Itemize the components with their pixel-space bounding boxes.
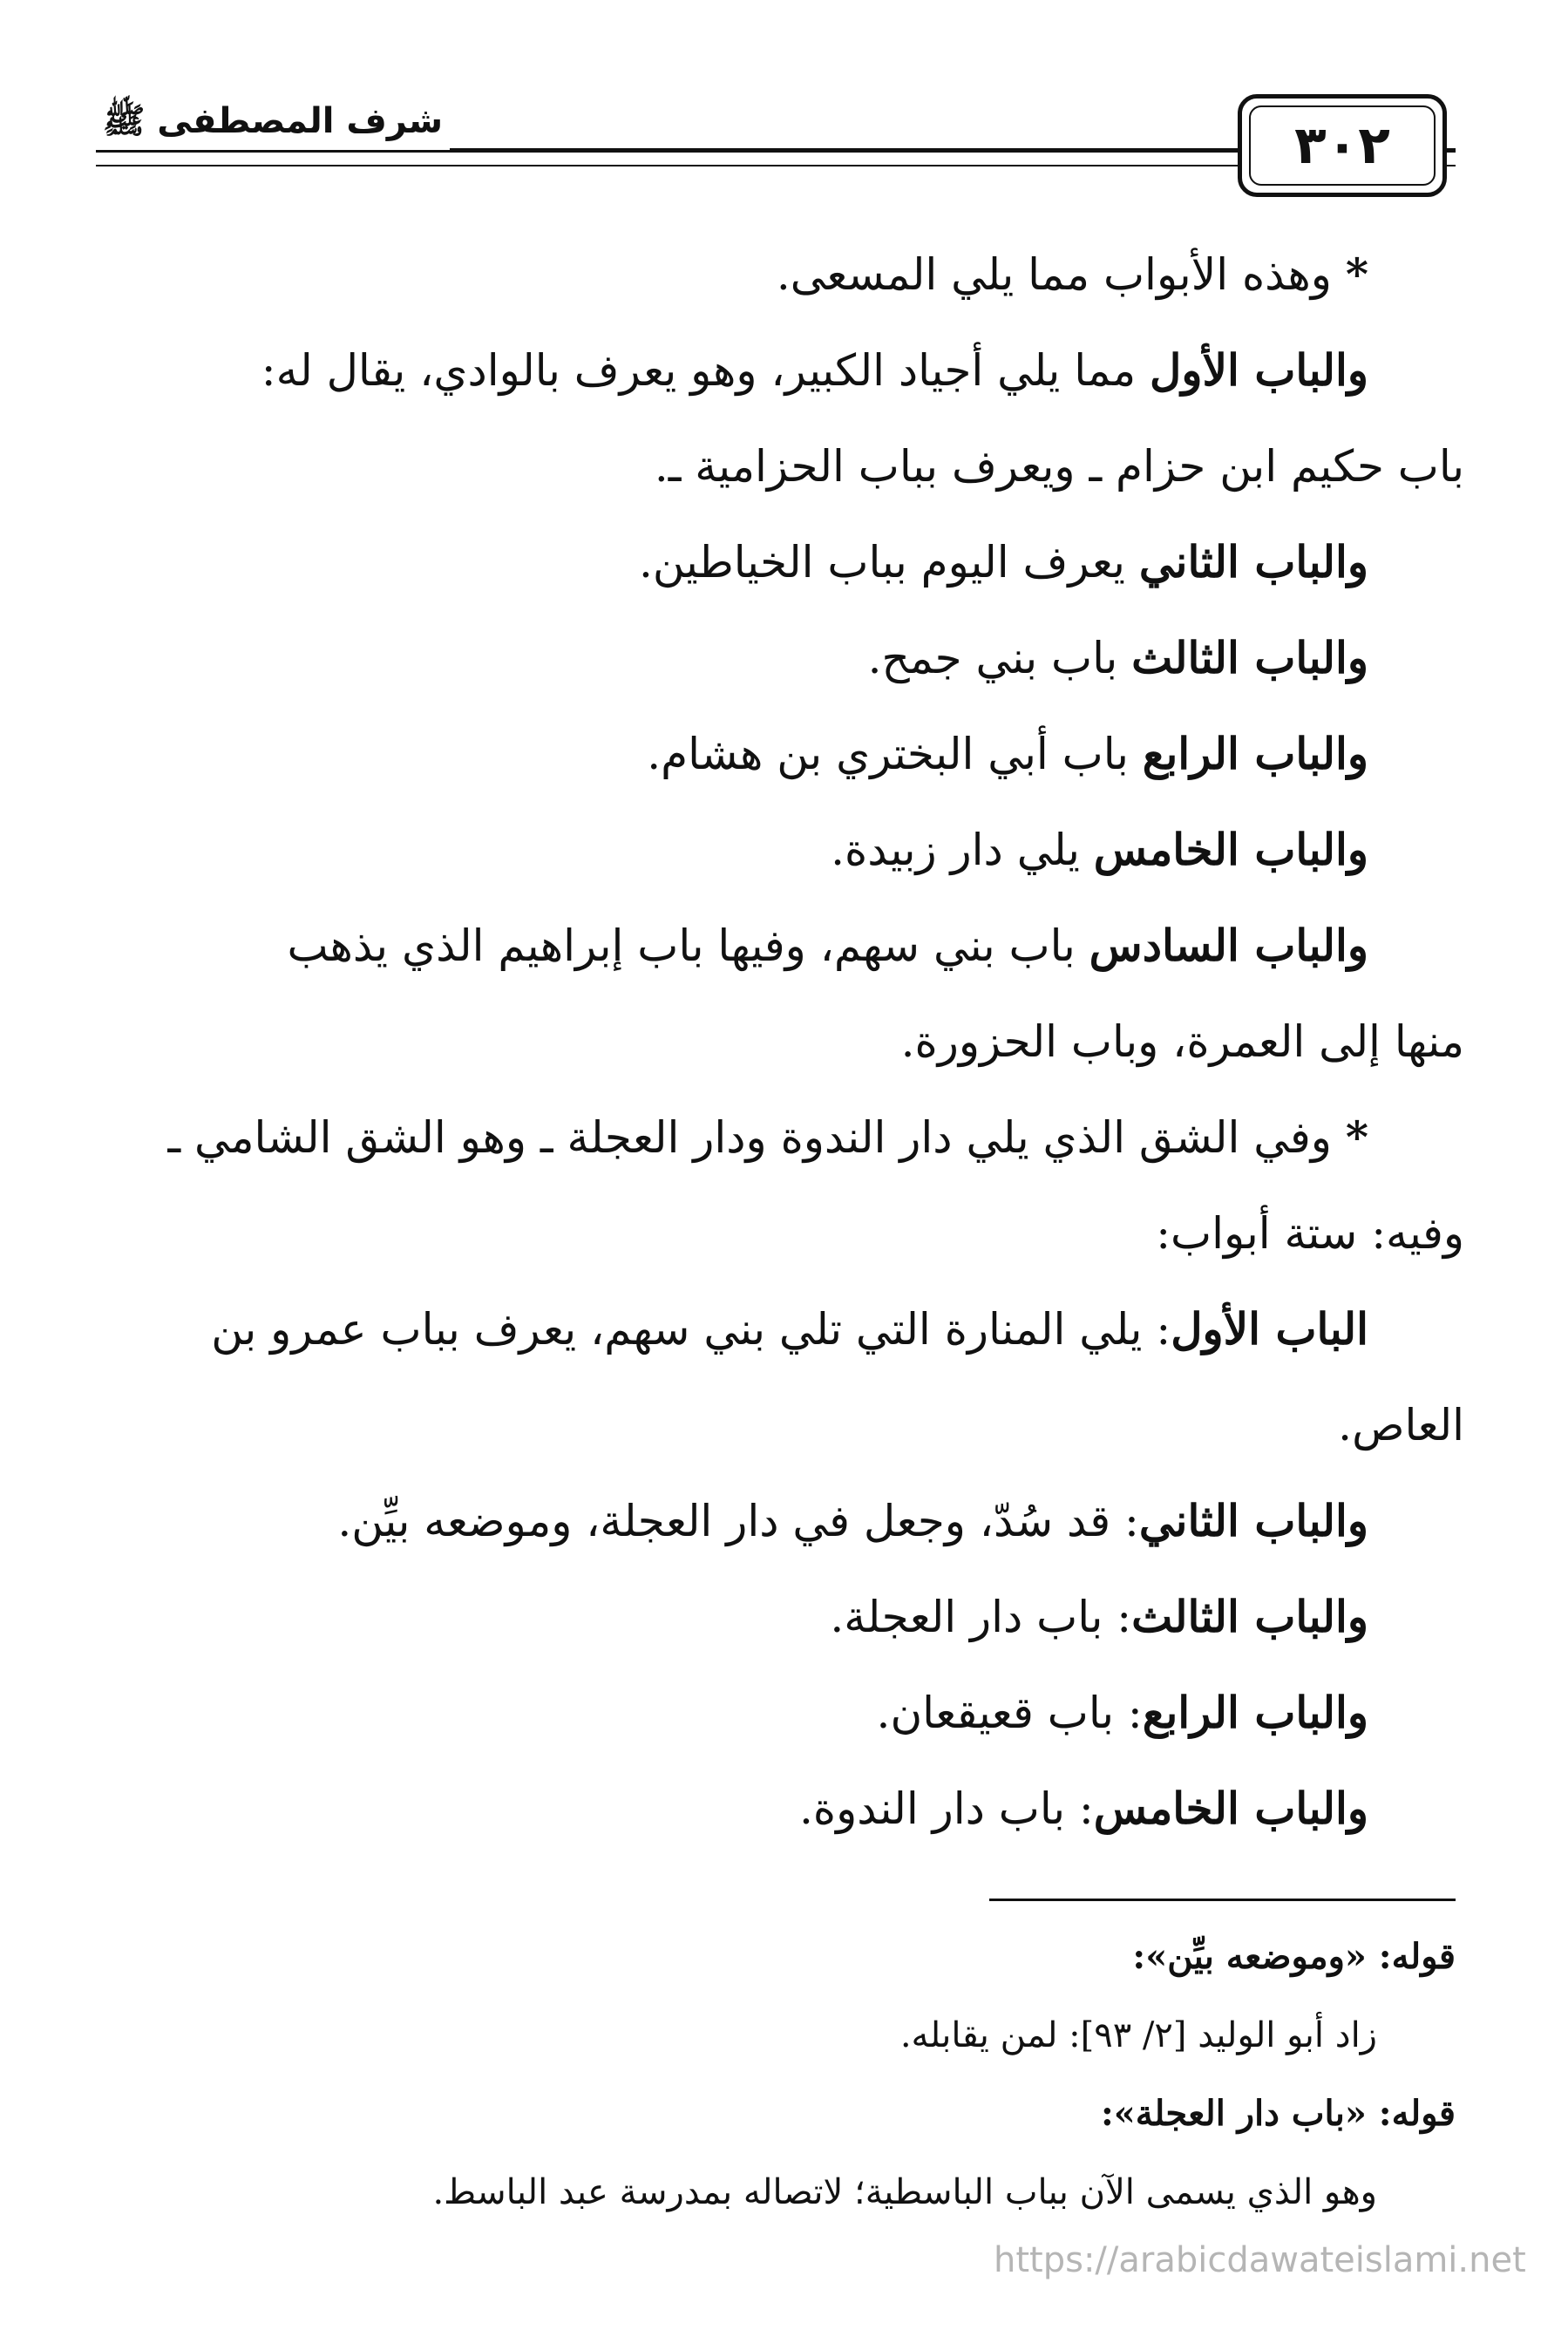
text-line (105, 1090, 1464, 1185)
page-number-frame (1238, 94, 1447, 197)
text-line (105, 1377, 1464, 1473)
line-text: يلي دار زبيدة. (831, 825, 1094, 875)
footnote-label: قوله: «باب دار العجلة»: (1100, 2093, 1456, 2134)
line-text: باب أبي البختري بن هشام. (647, 729, 1143, 779)
book-title: شرف المصطفى ﷺ (96, 99, 450, 150)
line-heading: والباب الخامس (1093, 1783, 1368, 1834)
line-text: وهذه الأبواب مما يلي المسعى. (776, 249, 1346, 300)
text-line (105, 227, 1464, 323)
line-text: يعرف اليوم بباب الخياطين. (638, 537, 1139, 588)
line-heading: والباب الثاني (1138, 1495, 1368, 1546)
line-heading: والباب الثالث (1131, 632, 1368, 683)
star-bullet: * (1345, 248, 1368, 300)
text-line (105, 706, 1464, 802)
text-line (105, 1473, 1464, 1569)
line-heading: والباب السادس (1089, 920, 1368, 971)
line-text: : يلي المنارة التي تلي بني سهم، يعرف بباب عمرو بن (211, 1304, 1171, 1355)
star-bullet: * (1345, 1111, 1368, 1163)
line-text: مما يلي أجياد الكبير، وهو يعرف بالوادي، يقال له: (261, 345, 1151, 396)
text-line (105, 323, 1464, 418)
footnotes (218, 1918, 1456, 2232)
website-watermark: https://arabicdawateislami.net (994, 2240, 1526, 2280)
line-heading: الباب الأول (1171, 1303, 1368, 1355)
line-heading: والباب الأول (1150, 344, 1368, 396)
page-number: ٣٠٢ (1294, 115, 1390, 176)
line-text: العاص. (1338, 1400, 1464, 1450)
footnote-text: وهو الذي يسمى الآن بباب الباسطية؛ لاتصاله بمدرسة عبد الباسط. (432, 2172, 1377, 2212)
line-text: : باب قعيقعان. (876, 1688, 1143, 1738)
line-heading: والباب الخامس (1093, 824, 1368, 875)
line-heading: والباب الثالث (1131, 1591, 1368, 1642)
footnote-separator (989, 1899, 1456, 1901)
text-line (105, 1569, 1464, 1665)
text-line (105, 514, 1464, 610)
line-text: : باب دار الندوة. (799, 1783, 1094, 1834)
line-heading: والباب الرابع (1142, 728, 1368, 779)
text-line (105, 1185, 1464, 1281)
text-line (105, 610, 1464, 706)
line-text: : باب دار العجلة. (830, 1592, 1132, 1642)
line-text: باب حكيم ابن حزام ـ ويعرف بباب الحزامية ـ. (654, 441, 1464, 492)
text-line (105, 1665, 1464, 1761)
footnote-label: قوله: «وموضعه بيِّن»: (1132, 1936, 1456, 1977)
text-line (105, 898, 1464, 994)
line-text: باب بني جمح. (867, 633, 1132, 683)
line-text: وفي الشق الذي يلي دار الندوة ودار العجلة ـ وهو الشق الشامي ـ (167, 1112, 1346, 1163)
text-line (105, 418, 1464, 514)
main-text (105, 227, 1464, 1857)
line-heading: والباب الثاني (1138, 536, 1368, 588)
text-line (105, 1761, 1464, 1857)
line-text: باب بني سهم، وفيها باب إبراهيم الذي يذهب (287, 920, 1089, 971)
line-text: : قد سُدّ، وجعل في دار العجلة، وموضعه بيِّن. (337, 1496, 1139, 1546)
page-header (96, 87, 1456, 218)
footnote-text: زاد أبو الوليد [٢/ ٩٣]: لمن يقابله. (899, 2015, 1377, 2055)
text-line (105, 802, 1464, 898)
line-text: منها إلى العمرة، وباب الحزورة. (900, 1016, 1464, 1067)
text-line (105, 994, 1464, 1090)
text-line (105, 1281, 1464, 1377)
line-heading: والباب الرابع (1142, 1687, 1368, 1738)
line-text: وفيه: ستة أبواب: (1156, 1208, 1464, 1259)
